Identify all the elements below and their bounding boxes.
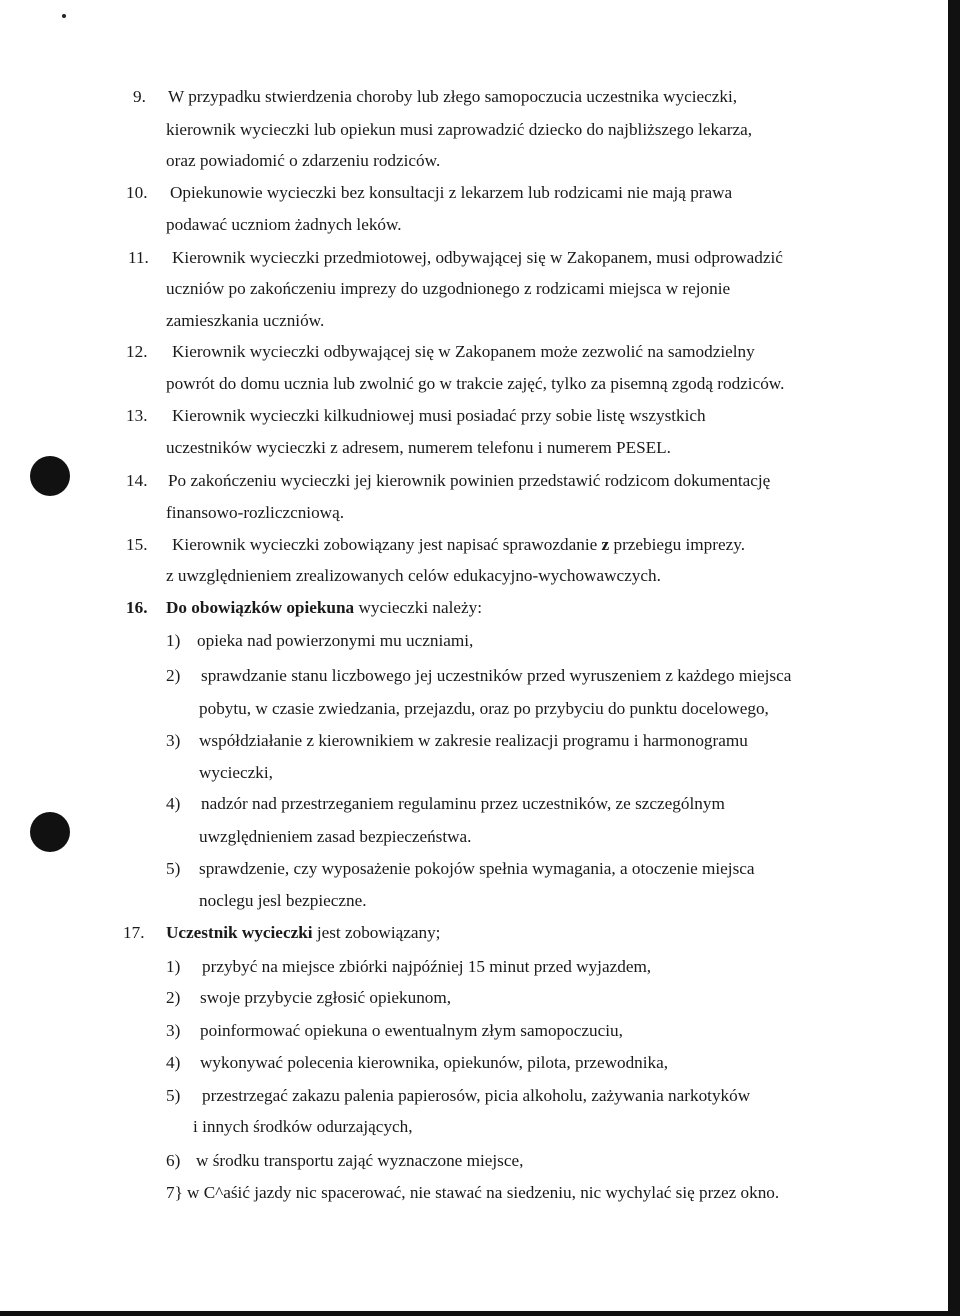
item-number: 14. [126,471,148,490]
text-segment-bold: z [601,535,610,554]
subitem-number: 1) [166,957,181,976]
section-heading-rest: wycieczki należy: [354,598,483,617]
item-text-line: powrót do domu ucznia lub zwolnić go w trakcie zajęć, tylko za pisemną zgodą rodziców. [166,374,785,393]
subitem-text: swoje przybycie zgłosić opiekunom, [200,988,452,1007]
item-number: 11. [128,248,149,267]
subitem-text: współdziałanie z kierownikiem w zakresie realizacji programu i harmonogramu [199,731,748,750]
subitem-text: poinformować opiekuna o ewentualnym złym samopoczuciu, [200,1021,623,1040]
item-text-line: zamieszkania uczniów. [166,311,325,330]
item-number: 9. [133,87,146,106]
item-number: 10. [126,183,148,202]
item-text-line: Opiekunowie wycieczki bez konsultacji z lekarzem lub rodzicami nie mają prawa [170,183,733,202]
scan-speck [62,14,66,18]
subitem-text: uwzględnieniem zasad bezpieczeństwa. [199,827,472,846]
subitem-number: 3) [166,1021,181,1040]
item-text-line: Po zakończeniu wycieczki jej kierownik powinien przedstawić rodzicom dokumentację [168,471,771,490]
punch-hole-bottom [30,812,70,852]
subitem-text: noclegu jesl bezpieczne. [199,891,367,910]
item-text-line [172,535,745,555]
scan-edge-right [948,0,960,1316]
subitem-text: przestrzegać zakazu palenia papierosów, picia alkoholu, zażywania narkotyków [202,1086,751,1105]
item-text-line: oraz powiadomić o zdarzeniu rodziców. [166,151,441,170]
item-text-line: podawać uczniom żadnych leków. [166,215,402,234]
section-heading-rest: jest zobowiązany; [312,923,441,942]
subitem-number: 7} [166,1183,183,1202]
item-number: 16. [126,598,148,617]
subitem-number: 4) [166,1053,181,1072]
subitem-number: 5) [166,1086,181,1105]
item-number: 17. [123,923,145,942]
item-text-line: finansowo-rozliczcniową. [166,503,345,522]
item-text-line: Kierownik wycieczki odbywającej się w Zakopanem może zezwolić na samodzielny [172,342,755,361]
item-text-line: z uwzględnieniem zrealizowanych celów edukacyjno-wychowawczych. [166,566,661,585]
text-segment: przebiegu imprezy. [609,535,746,554]
scan-edge-bottom [0,1311,960,1316]
subitem-text: wykonywać polecenia kierownika, opiekunów, pilota, przewodnika, [200,1053,669,1072]
item-text-line: uczestników wycieczki z adresem, numerem telefonu i numerem PESEL. [166,438,671,457]
item-text-line: Kierownik wycieczki przedmiotowej, odbywającej się w Zakopanem, musi odprowadzić [172,248,783,267]
section-heading-bold: Uczestnik wycieczki [166,923,313,942]
subitem-number: 2) [166,666,181,685]
item-text-line: uczniów po zakończeniu imprezy do uzgodnionego z rodzicami miejsca w rejonie [166,279,731,298]
item-text-line: kierownik wycieczki lub opiekun musi zaprowadzić dziecko do najbliższego lekarza, [166,120,753,139]
subitem-text: pobytu, w czasie zwiedzania, przejazdu, oraz po przybyciu do punktu docelowego, [199,699,769,718]
subitem-text: sprawdzenie, czy wyposażenie pokojów spełnia wymagania, a otoczenie miejsca [199,859,755,878]
text-segment: Kierownik wycieczki zobowiązany jest napisać sprawozdanie [172,535,602,554]
item-number: 12. [126,342,148,361]
subitem-number: 2) [166,988,181,1007]
item-number: 15. [126,535,148,554]
section-heading-bold: Do obowiązków opiekuna [166,598,355,617]
section-heading [166,598,482,618]
item-number: 13. [126,406,148,425]
subitem-text: i innych środków odurzających, [193,1117,413,1136]
subitem-text: wycieczki, [199,763,273,782]
subitem-text: przybyć na miejsce zbiórki najpóźniej 15 minut przed wyjazdem, [202,957,652,976]
item-text-line: W przypadku stwierdzenia choroby lub złego samopoczucia uczestnika wycieczki, [168,87,738,106]
subitem-number: 3) [166,731,181,750]
punch-hole-top [30,456,70,496]
subitem-text: sprawdzanie stanu liczbowego jej uczestników przed wyruszeniem z każdego miejsca [201,666,792,685]
item-text-line: Kierownik wycieczki kilkudniowej musi posiadać przy sobie listę wszystkich [172,406,706,425]
subitem-text: w C^aśić jazdy nic spacerować, nie stawać na siedzeniu, nic wychylać się przez okno. [187,1183,780,1202]
subitem-text: w środku transportu zająć wyznaczone miejsce, [196,1151,524,1170]
subitem-number: 5) [166,859,181,878]
subitem-text: opieka nad powierzonymi mu uczniami, [197,631,474,650]
subitem-number: 6) [166,1151,181,1170]
section-heading [166,923,440,943]
subitem-number: 4) [166,794,181,813]
subitem-text: nadzór nad przestrzeganiem regulaminu przez uczestników, ze szczególnym [201,794,725,813]
subitem-number: 1) [166,631,181,650]
